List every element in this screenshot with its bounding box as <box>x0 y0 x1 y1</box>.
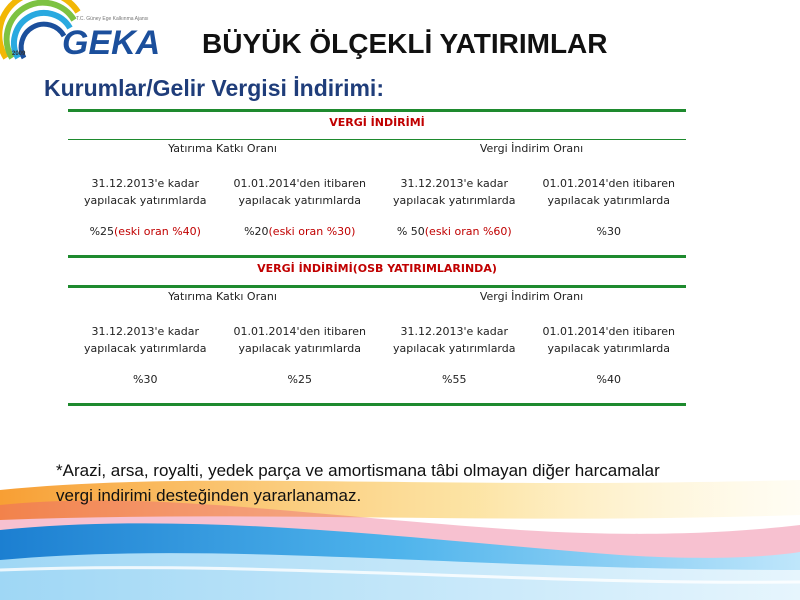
rate-value: % 50 <box>396 225 425 238</box>
logo-text: GEKA <box>62 24 161 62</box>
decorative-wave-footer <box>0 420 800 600</box>
geka-logo <box>0 0 180 70</box>
value-cell: %30 <box>133 373 158 386</box>
date-row <box>68 163 686 215</box>
group-header: Vergi İndirim Oranı <box>479 142 584 155</box>
rate-value: %30 <box>596 225 621 238</box>
rate-value: %20 <box>244 225 269 238</box>
old-rate-note: (eski oran %30) <box>268 225 356 238</box>
footnote: *Arazi, arsa, royalti, yedek parça ve amortismana tâbi olmayan diğer harcamalar vergi indirimi desteğinden yararlanamaz. <box>56 461 660 505</box>
page-title: BÜYÜK ÖLÇEKLİ YATIRIMLAR <box>202 28 608 59</box>
tax-deduction-table <box>68 109 686 406</box>
value-cell <box>223 223 378 240</box>
rate-value: %25 <box>89 225 115 238</box>
date-cell: 01.01.2014'den itibaren yapılacak yatırımlarda <box>542 177 675 207</box>
page-subtitle: Kurumlar/Gelir Vergisi İndirimi: <box>44 75 384 101</box>
date-cell: 31.12.2013'e kadar yapılacak yatırımlarda <box>392 177 516 207</box>
date-cell: 01.01.2014'den itibaren yapılacak yatırımlarda <box>233 325 366 355</box>
value-row <box>68 215 686 255</box>
value-cell: %40 <box>596 373 621 386</box>
group-header-row <box>68 288 686 311</box>
value-row <box>68 363 686 403</box>
green-divider <box>68 403 686 406</box>
group-header-row <box>68 140 686 163</box>
logo-year: 2009 <box>12 51 26 57</box>
date-cell: 31.12.2013'e kadar yapılacak yatırımlarda <box>83 325 207 355</box>
logo-subtitle: T.C. Güney Ege Kalkınma Ajansı <box>76 16 149 22</box>
date-cell: 31.12.2013'e kadar yapılacak yatırımlarda <box>83 177 207 207</box>
section-heading: VERGİ İNDİRİMİ <box>329 116 425 129</box>
old-rate-note: (eski oran %60) <box>424 225 512 238</box>
date-cell: 01.01.2014'den itibaren yapılacak yatırımlarda <box>233 177 366 207</box>
date-row <box>68 311 686 363</box>
value-cell <box>532 223 687 240</box>
date-cell: 01.01.2014'den itibaren yapılacak yatırımlarda <box>542 325 675 355</box>
old-rate-note: (eski oran %40) <box>114 225 201 238</box>
value-cell <box>68 223 223 240</box>
group-header: Vergi İndirim Oranı <box>479 290 584 303</box>
group-header: Yatırıma Katkı Oranı <box>168 290 277 303</box>
value-cell: %25 <box>287 373 312 386</box>
date-cell: 31.12.2013'e kadar yapılacak yatırımlarda <box>392 325 516 355</box>
section-heading: VERGİ İNDİRİMİ(OSB YATIRIMLARINDA) <box>257 262 497 275</box>
value-cell <box>377 223 532 240</box>
group-header: Yatırıma Katkı Oranı <box>168 142 277 155</box>
value-cell: %55 <box>442 373 467 386</box>
